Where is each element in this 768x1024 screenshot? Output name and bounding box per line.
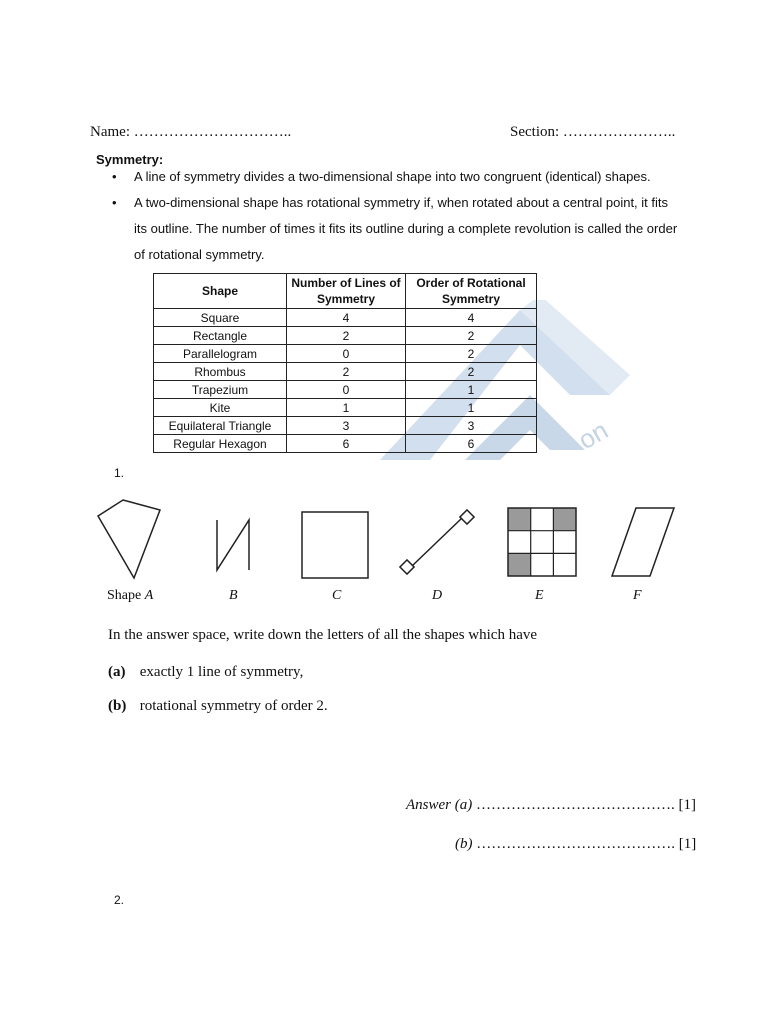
shape-label-b: B [229, 588, 238, 603]
cell-order: 3 [406, 417, 537, 435]
part-b [108, 698, 328, 715]
header-rotational: Order of Rotational Symmetry [406, 274, 537, 309]
bullet-text-2: A two-dimensional shape has rotational symmetry if, when rotated about a central point, it fits its outline. The number of times it fits its outline during a complete revolution is called the order of rotational symmetry. [134, 195, 678, 262]
part-b-text: rotational symmetry of order 2. [139, 698, 328, 714]
question-2-number: 2. [114, 893, 125, 907]
cell-lines: 1 [287, 399, 406, 417]
cell-lines: 3 [287, 417, 406, 435]
name-dots: ………………………….. [133, 124, 292, 140]
shape-label-c: C [332, 588, 342, 603]
answer-b-line [455, 836, 696, 853]
question-1-number: 1. [114, 466, 125, 480]
shape-label-d: D [432, 588, 443, 603]
cell-lines: 2 [287, 327, 406, 345]
symmetry-heading: Symmetry: [96, 152, 164, 167]
table-row [154, 309, 537, 327]
part-a-text: exactly 1 line of symmetry, [139, 664, 304, 680]
header-shape: Shape [154, 274, 287, 309]
table-row [154, 363, 537, 381]
table-row [154, 417, 537, 435]
shape-d-dumbbell [400, 510, 474, 574]
table-row [154, 435, 537, 453]
answer-a-blank[interactable]: …………………………………. [476, 797, 675, 813]
section-dots: ………………….. [562, 124, 676, 140]
table-row [154, 345, 537, 363]
shape-prefix: Shape [107, 588, 142, 603]
answer-b-label: (b) [455, 836, 473, 852]
table-row [154, 399, 537, 417]
table-header-row [154, 274, 537, 309]
cell-lines: 4 [287, 309, 406, 327]
part-a-label: (a) [108, 664, 126, 680]
cell-shape: Regular Hexagon [154, 435, 287, 453]
cell-order: 2 [406, 327, 537, 345]
shape-e-grid [508, 508, 576, 576]
table-row [154, 381, 537, 399]
name-field [90, 124, 291, 141]
shape-label-a [107, 588, 153, 604]
cell-lines: 0 [287, 381, 406, 399]
watermark-text: on [573, 414, 614, 456]
shape-a-kite [98, 500, 160, 578]
shapes-figure [90, 498, 690, 588]
cell-order: 1 [406, 381, 537, 399]
cell-order: 2 [406, 345, 537, 363]
answer-label: Answer [406, 797, 451, 813]
answer-b-blank[interactable]: …………………………………. [476, 836, 675, 852]
shape-f-parallelogram [612, 508, 674, 576]
cell-shape: Square [154, 309, 287, 327]
header-lines: Number of Lines of Symmetry [287, 274, 406, 309]
answer-a-line [406, 797, 696, 814]
cell-shape: Equilateral Triangle [154, 417, 287, 435]
cell-order: 1 [406, 399, 537, 417]
cell-shape: Trapezium [154, 381, 287, 399]
shape-letter-a: A [144, 588, 154, 603]
cell-order: 4 [406, 309, 537, 327]
cell-lines: 0 [287, 345, 406, 363]
cell-shape: Rhombus [154, 363, 287, 381]
cell-order: 2 [406, 363, 537, 381]
answer-a-label: (a) [454, 797, 473, 813]
cell-shape: Kite [154, 399, 287, 417]
symmetry-table [153, 273, 537, 453]
shape-b-zigzag [217, 520, 249, 570]
cell-lines: 6 [287, 435, 406, 453]
shape-c-square [302, 512, 368, 578]
question-prompt: In the answer space, write down the letters of all the shapes which have [108, 627, 538, 643]
bullet-text-1: A line of symmetry divides a two-dimensional shape into two congruent (identical) shapes. [134, 169, 651, 184]
cell-lines: 2 [287, 363, 406, 381]
answer-a-marks: [1] [678, 797, 696, 813]
shape-label-f: F [633, 588, 642, 603]
part-a [108, 664, 303, 681]
part-b-label: (b) [108, 698, 127, 714]
section-field [510, 124, 675, 141]
bullet-dot-1: • [112, 169, 117, 184]
table-row [154, 327, 537, 345]
name-label: Name: [90, 124, 130, 140]
bullet-dot-2: • [112, 195, 117, 210]
shape-label-e: E [535, 588, 544, 603]
cell-order: 6 [406, 435, 537, 453]
cell-shape: Rectangle [154, 327, 287, 345]
cell-shape: Parallelogram [154, 345, 287, 363]
section-label: Section: [510, 124, 560, 140]
answer-b-marks: [1] [678, 836, 697, 852]
